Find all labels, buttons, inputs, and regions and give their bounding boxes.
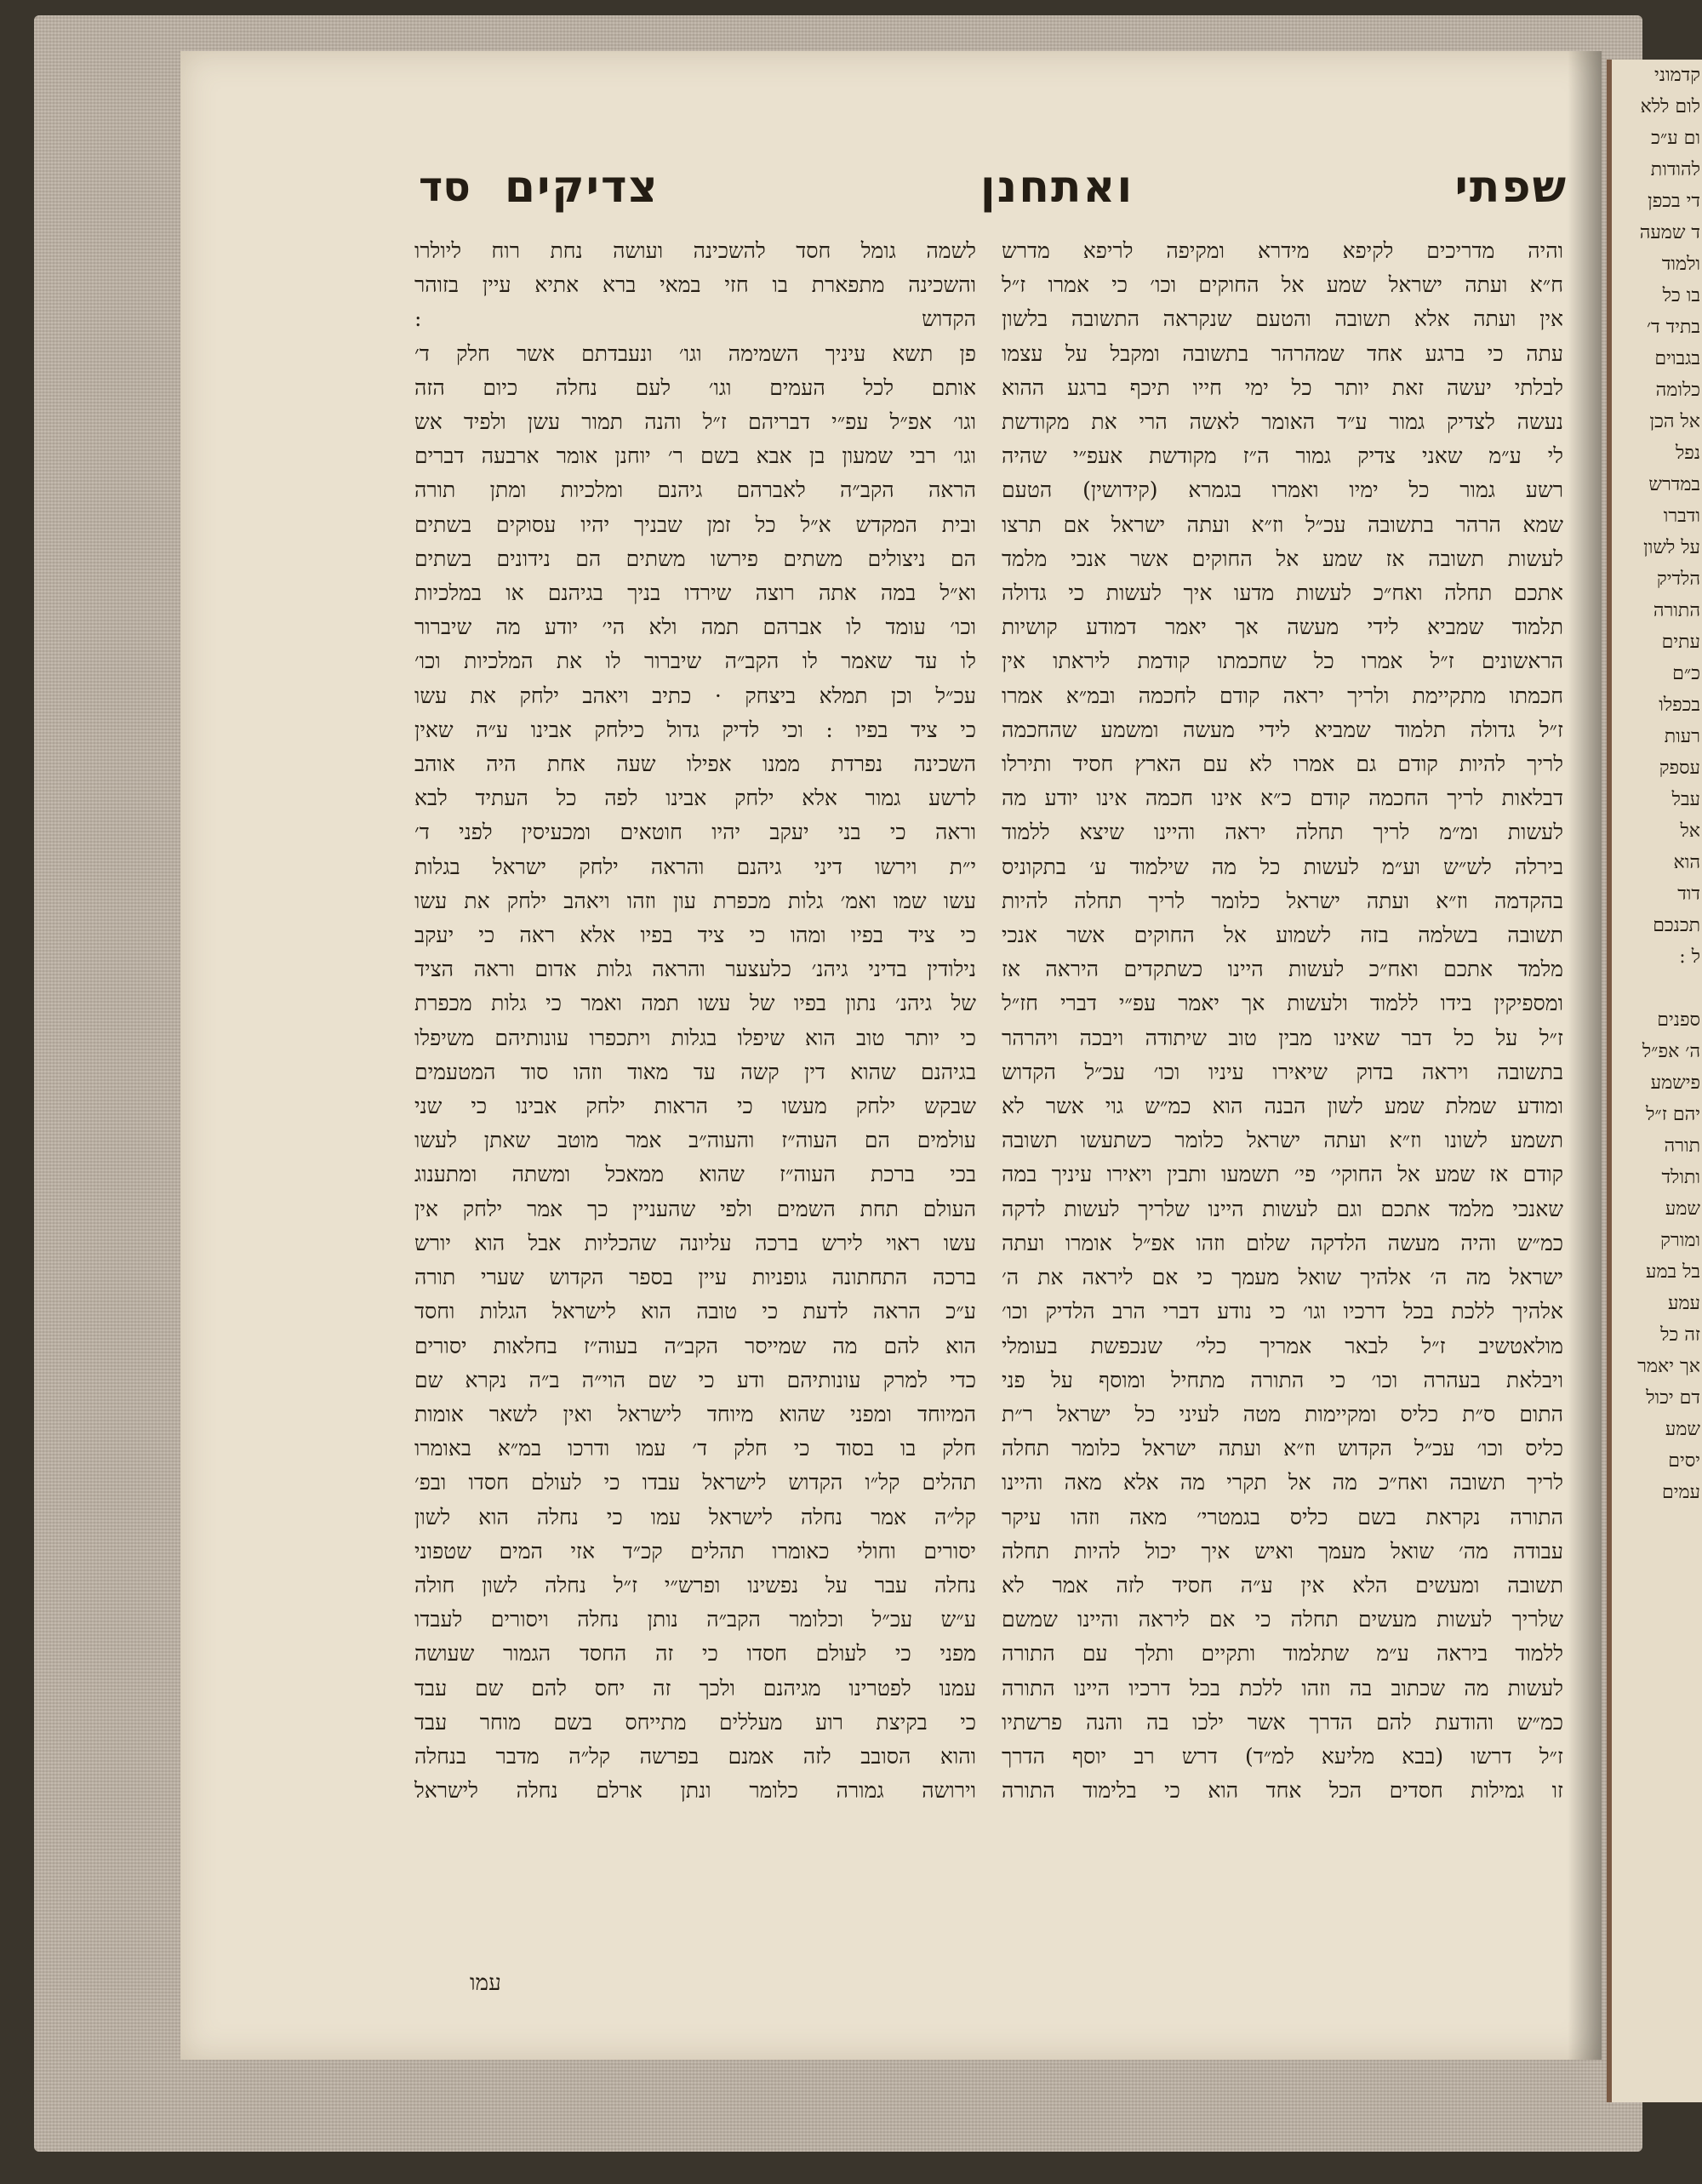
text-line: בירלה לש״ש וע״מ לעשות כל מה שילמוד ע׳ בתקוניס: [1002, 854, 1563, 879]
text-line: ח״א ועתה ישראל שמע אל החוקים וכו׳ כי אמרו ז״ל: [1002, 272, 1563, 298]
facing-page-line: עתים: [1661, 632, 1700, 653]
facing-page-line: התורה: [1653, 600, 1700, 621]
facing-page-line: להודות: [1650, 159, 1700, 180]
header-word-left: צדיקים: [504, 162, 660, 213]
text-line: כי בקיצת רוע מעללים מתייחס בשם מוחר עבד: [414, 1709, 976, 1735]
text-line: ז״ל גדולה תלמוד שמביא לידי מעשה ומשמע שהחכמה: [1002, 717, 1563, 742]
text-line: לי ע״מ שאני צדיק גמור ה״ז מקודשת אעפ״י שהיה: [1002, 443, 1563, 469]
text-line: שמא הרהר בתשובה עכ״ל וז״א ועתה ישראל אם תרצו: [1002, 512, 1563, 537]
facing-page-line: ותולד: [1661, 1167, 1700, 1188]
text-line: נילודין בדיני גיהנ׳ כלעצער והראה גלות אדום וראה הציד: [414, 957, 976, 982]
text-line: והוא הסובב לזה אמנם בפרשה קל״ה מדבר בנחלה: [414, 1743, 976, 1769]
text-line: הקדוש :: [414, 306, 976, 332]
text-line: מפני כי לעולם חסדו כי זה החסד הגמור שעושה: [414, 1641, 976, 1667]
facing-page-line: בל במע: [1646, 1261, 1700, 1283]
facing-page-line: אל: [1680, 820, 1700, 842]
facing-page-line: ה׳ אפ״ל: [1642, 1041, 1700, 1062]
facing-page-line: זה כל: [1660, 1324, 1700, 1346]
text-line: וא״ל במה אתה רוצה שירדו בניך בגיהנם או במלכיות: [414, 580, 976, 606]
facing-page-line: שמע: [1665, 1419, 1700, 1440]
text-line: וגו׳ רבי שמעון בן אבא בשם ר׳ יוחנן אומר ארבעה דברים: [414, 443, 976, 469]
facing-page-line: ולמוד: [1661, 254, 1700, 275]
text-line: וגו׳ אפ״ל עפ״י דבריהם ז״ל והנה תמור עשן ולפיד אש: [414, 409, 976, 435]
facing-page-line: בתיד ד׳: [1646, 317, 1700, 338]
text-line: המיוחד ומפני שהוא מיוחד לישראל ואין לשאר אומות: [414, 1401, 976, 1426]
text-line: לעשות ומ״מ לריך תחלה יראה והיינו שיצא ללמוד: [1002, 820, 1563, 845]
text-line: קל״ה אמר נחלה לישראל עמו כי נחלה הוא לשון: [414, 1504, 976, 1529]
facing-page-line: הוא: [1673, 852, 1700, 873]
text-line: לעשות מה שכתוב בה וזהו ללכת בכל דרכיו היינו התורה: [1002, 1675, 1563, 1701]
facing-page-line: אל הכן: [1649, 411, 1700, 432]
spine-shadow: [1568, 51, 1602, 2060]
text-line: ז״ל דרשו (בבא מליעא למ״ד) דרש רב יוסף הדרך: [1002, 1743, 1563, 1769]
text-line: אלהיך ללכת בכל דרכיו וגו׳ כי נודע דברי הרב הלדיק וכו׳: [1002, 1299, 1563, 1324]
text-line: אותם לכל העמים וגו׳ לעם נחלה כיום הזה: [414, 374, 976, 400]
facing-page-line: דם יכול: [1646, 1387, 1700, 1409]
facing-page-line: די בכפן: [1648, 191, 1700, 212]
text-line: וכו׳ עומד לו אברהם תמה ולא הי׳ יודע מה שיברור: [414, 615, 976, 640]
text-line: שאנכי מלמד אתכם וגם לעשות היינו שלריך לעשות לדקה: [1002, 1196, 1563, 1221]
facing-page-line: כלומה: [1655, 380, 1700, 401]
text-line: כמ״ש והיה מעשה הלדקה שלום וזהו אפ״ל אומרו ועתה: [1002, 1230, 1563, 1255]
text-line: עמנו לפטרינו מגיהנם ולכך זה יחס להם שם עבד: [414, 1675, 976, 1701]
facing-page-line: רעות: [1664, 726, 1700, 747]
text-line: עשו ראוי לירש ברכה עליונה שהכליות אבל הוא יורש: [414, 1230, 976, 1255]
text-line: בכי ברכת העוה״ז שהוא ממאכל ומשתה ומתענוג: [414, 1162, 976, 1187]
text-line: לריך להיות קודם גם אמרו לא עם הארץ חסיד ותירלו: [1002, 752, 1563, 777]
text-line: י״ת וירשו דיני גיהנם והראה ילחק ישראל בגלות: [414, 854, 976, 879]
text-line: התום ס״ת כליס ומקיימות מטה לעיני כל ישראל ר״ת: [1002, 1401, 1563, 1426]
header-left-group: [419, 162, 659, 213]
text-line: השכינה נפרדת ממנו אפילו שעה אחת היה אוהב: [414, 752, 976, 777]
facing-page-line: עמע: [1668, 1293, 1700, 1314]
text-line: בגיהנם שהוא דין קשה עד מאוד וזהו סוד המטעמים: [414, 1059, 976, 1084]
text-line: לעשות תשובה אז שמע אל החוקים אשר אנכי מלמד: [1002, 546, 1563, 571]
text-line: לשמה גומל חסד להשכינה ועושה נחת רוח ליולרו: [414, 238, 976, 263]
text-line: עולמים הם העוה״ז והעוה״ב אמר מוטב שאתן לעשו: [414, 1128, 976, 1153]
text-line: התורה נקראת בשם כליס בגמטרי׳ מאה וזהו עיקר: [1002, 1504, 1563, 1529]
facing-page-line: ד שמעה: [1639, 222, 1700, 243]
facing-page-line: נפל: [1676, 443, 1700, 464]
text-line: שלריך לעשות מעשים תחלה כי אם ליראה והיינו שמשם: [1002, 1607, 1563, 1632]
text-line: דבלאות לריך החכמה קודם כ״א אינו חכמה אינו יודע מה: [1002, 786, 1563, 811]
text-line: תשמע לשונו וז״א ועתה ישראל כלומר כשתעשו תשובה: [1002, 1128, 1563, 1153]
page-number: סד: [419, 163, 471, 211]
text-line: ברכה התחתונה גופניות עיין בספר הקדוש שערי תורה: [414, 1265, 976, 1290]
text-line: עתה כי ברגע אחד שמהרהר בתשובה ומקבל על עצמו: [1002, 340, 1563, 366]
text-line: רשע גמור כל ימיו ואמרו בגמרא (קידושין) הטעם: [1002, 477, 1563, 503]
text-line: נעשה לצדיק גמור ע״ד האומר לאשה הרי את מקודשת: [1002, 409, 1563, 435]
text-line: הם ניצולים משתים פירשו משתים הם נידונים בשתים: [414, 546, 976, 571]
header-word-mid: ואתחנן: [980, 162, 1134, 213]
book-page: [180, 51, 1602, 2060]
text-line: עכ״ל וכן תמלא ביצחק · כתיב ויאהב ילחק את עשו: [414, 683, 976, 708]
text-line: תהלים קל״ו הקדוש לישראל עבדו כי לעולם חסדו ובפ׳: [414, 1470, 976, 1495]
text-line: פן תשא עיניך השמימה וגו׳ ונעבדתם אשר חלק ד׳: [414, 340, 976, 366]
text-line: ע״ש עכ״ל וכלומר הקב״ה נותן נחלה ויסורים לעבדו: [414, 1607, 976, 1632]
facing-page-line: תכנכם: [1653, 915, 1700, 936]
text-line: לריך תשובה ואח״כ מה אל תקרי מה אלא מאה והיינו: [1002, 1470, 1563, 1495]
text-line: כמ״ש והודעת להם הדרך אשר ילכו בה והנה פרשתיו: [1002, 1709, 1563, 1735]
catchword: עמו: [470, 1970, 501, 1996]
facing-page-line: כ״ם: [1672, 663, 1700, 684]
facing-page-line: ודברו: [1663, 506, 1700, 527]
text-line: לרשע גמור אלא ילחק אבינו לפה כל העתיד לבא: [414, 786, 976, 811]
facing-page-line: [1612, 973, 1702, 1004]
facing-page-line: יסים: [1668, 1450, 1700, 1472]
facing-page-line: לום ללא: [1640, 96, 1700, 117]
text-line: בתשובה ויראה בדוק שיאירו עיניו וכו׳ עכ״ל הקדוש: [1002, 1059, 1563, 1084]
text-column-left: [414, 234, 976, 1808]
facing-page-line: אך יאמר: [1637, 1356, 1700, 1377]
text-line: כליס וכו׳ עכ״ל הקדוש וז״א ועתה ישראל כלומר תחלה: [1002, 1436, 1563, 1461]
facing-page-line: עספק: [1659, 758, 1700, 779]
text-line: ויבלאת בעהרה וכו׳ כי התורה מתחיל ומוסף על פני: [1002, 1367, 1563, 1392]
facing-page-line: יהם ז״ל: [1646, 1104, 1700, 1125]
facing-page-line: פישמע: [1650, 1072, 1700, 1094]
text-line: כדי למרק עונותיהם ודע כי שם הוי״ה ב״ה נקרא שם: [414, 1367, 976, 1392]
text-line: חכמתו מתקיימת ולריך יראה קודם לחכמה ובמ״א אמרו: [1002, 683, 1563, 708]
text-line: אתכם תחלה ואח״כ לעשות מדעו איך לעשות כי גדולה: [1002, 580, 1563, 606]
text-line: קודם אז שמע אל החוקי׳ פי׳ תשמעו ותבין ויאירו עיניך במה: [1002, 1162, 1563, 1187]
text-line: הראה הקב״ה לאברהם גיהנם ומלכיות ומתן תורה: [414, 477, 976, 503]
text-line: כי ציד בפיו ומהו כי ציד בפיו אלא ראה כי יעקב: [414, 923, 976, 948]
text-line: מלמד אתכם ואח״כ לעשות היינו כשתקדים היראה אז: [1002, 957, 1563, 982]
text-line: לבלתי יעשה זאת יותר כל ימי חייו תיכף ברגע ההוא: [1002, 374, 1563, 400]
text-line: אין ועתה אלא תשובה והטעם שנקראה התשובה בלשון: [1002, 306, 1563, 332]
text-line: הראשונים ז״ל אמרו כל שחכמתו קודמת ליראתו אין: [1002, 649, 1563, 674]
text-line: מולאטשיב ז״ל לבאר אמריך כלי׳ שנכפשת בעומלי: [1002, 1333, 1563, 1358]
text-line: תלמוד שמביא לידי מעשה אך יאמר דמודע קושיות: [1002, 615, 1563, 640]
text-line: חלק בו בסוד כי חלק ד׳ עמו ודרכו במ״א באומרו: [414, 1436, 976, 1461]
text-line: של גיהנ׳ נתון בפיו של עשו תמה ואמר כי גלות מכפרת: [414, 991, 976, 1016]
facing-page-line: בכפלו: [1659, 695, 1700, 716]
text-line: בהקדמה וז״א ועתה ישראל כלומר לריך תחלה להיות: [1002, 888, 1563, 913]
text-line: ז״ל על כל דבר שאינו מבין טוב שיתודה ויבכה ויהרהר: [1002, 1025, 1563, 1050]
text-line: עבודה מה׳ שואל מעמך ואיש איך יכול להיות תחלה: [1002, 1538, 1563, 1564]
facing-page-edge: [1607, 60, 1702, 2102]
text-line: לו עד שאמר לו הקב״ה שיברור לו את המלכיות וכו׳: [414, 649, 976, 674]
text-line: תשובה ומעשים הלא אין ע״ה חסיד לזה אמר לא: [1002, 1572, 1563, 1598]
facing-page-line: ספנים: [1657, 1009, 1700, 1031]
text-column-right: [1002, 234, 1563, 1808]
text-line: והשכינה מתפארת בו חזי במאי ברא אתיא עיין בזוהר: [414, 272, 976, 298]
text-line: ומספיקין בידו ללמוד ולעשות אך יאמר עפ״י דברי חז״ל: [1002, 991, 1563, 1016]
text-line: ומודע שמלת שמע לשון הבנה הוא כמ״ש גוי אשר לא: [1002, 1094, 1563, 1119]
text-line: כי יותר טוב הוא שיפלו בגלות ויתכפרו עונותיהם משיפלו: [414, 1025, 976, 1050]
facing-page-line: עמים: [1662, 1482, 1700, 1503]
text-line: ישראל מה ה׳ אלהיך שואל מעמך כי אם ליראה את ה׳: [1002, 1265, 1563, 1290]
text-line: יסורים וחולי כאומרו תהלים קכ״ד אזי המים שטפוני: [414, 1538, 976, 1564]
facing-page-line: תורה: [1664, 1135, 1700, 1157]
text-line: וירושה גמורה כלומר ונתן ארלם נחלה לישראל: [414, 1778, 976, 1804]
header-word-right: שפתי: [1454, 162, 1568, 213]
text-line: תשובה בשלמה בזה לשמוע אל החוקים אשר אנכי: [1002, 923, 1563, 948]
facing-page-line: שמע: [1665, 1198, 1700, 1220]
text-line: ובית המקדש א״ל כל זמן שבניך יהיו עסוקים בשתים: [414, 512, 976, 537]
text-line: ע״כ הראה לדעת כי טובה הוא לישראל הגלות וחסד: [414, 1299, 976, 1324]
facing-page-line: דוד: [1677, 883, 1700, 905]
text-line: שבקש ילחק מעשו כי הראות ילחק אבינו כי שני: [414, 1094, 976, 1119]
text-line: העולם תחת השמים ולפי שהעניין כך אמר ילחק אין: [414, 1196, 976, 1221]
text-line: וראה כי בני יעקב יהיו חוטאים ומכעיסין לפני ד׳: [414, 820, 976, 845]
facing-page-line: הלדיק: [1656, 569, 1700, 590]
facing-page-line: ל :: [1679, 946, 1700, 968]
text-line: זו גמילות חסדים הכל אחד הוא כי בלימוד התורה: [1002, 1778, 1563, 1804]
facing-page-line: קדמוני: [1654, 65, 1700, 86]
running-header: [419, 149, 1568, 226]
text-line: כי ציד בפיו : וכי לדיק גדול כילחק אבינו ע״ה שאין: [414, 717, 976, 742]
text-line: ללמוד ביראה ע״מ שתלמוד ותקיים ותלך עם התורה: [1002, 1641, 1563, 1667]
facing-page-line: ום ע״כ: [1651, 128, 1700, 149]
facing-page-line: בגבוים: [1654, 348, 1700, 369]
facing-page-line: עבל: [1671, 789, 1700, 810]
text-line: והיה מדריכים לקיפא מידרא ומקיפה לריפא מדרש: [1002, 238, 1563, 263]
text-line: עשו שמו ואמ׳ גלות מכפרת עון וזהו ויאהב ילחק את עשו: [414, 888, 976, 913]
text-line: הוא להם מה שמייסר הקב״ה בעוה״ז בחלאות יסורים: [414, 1333, 976, 1358]
text-line: נחלה עבר על נפשינו ופרש״י ז״ל נחלה לשון חולה: [414, 1572, 976, 1598]
facing-page-line: במדרש: [1648, 474, 1700, 495]
facing-page-line: על לשון: [1643, 537, 1700, 558]
facing-page-line: ומורק: [1660, 1230, 1700, 1251]
facing-page-line: בו כל: [1662, 285, 1700, 306]
